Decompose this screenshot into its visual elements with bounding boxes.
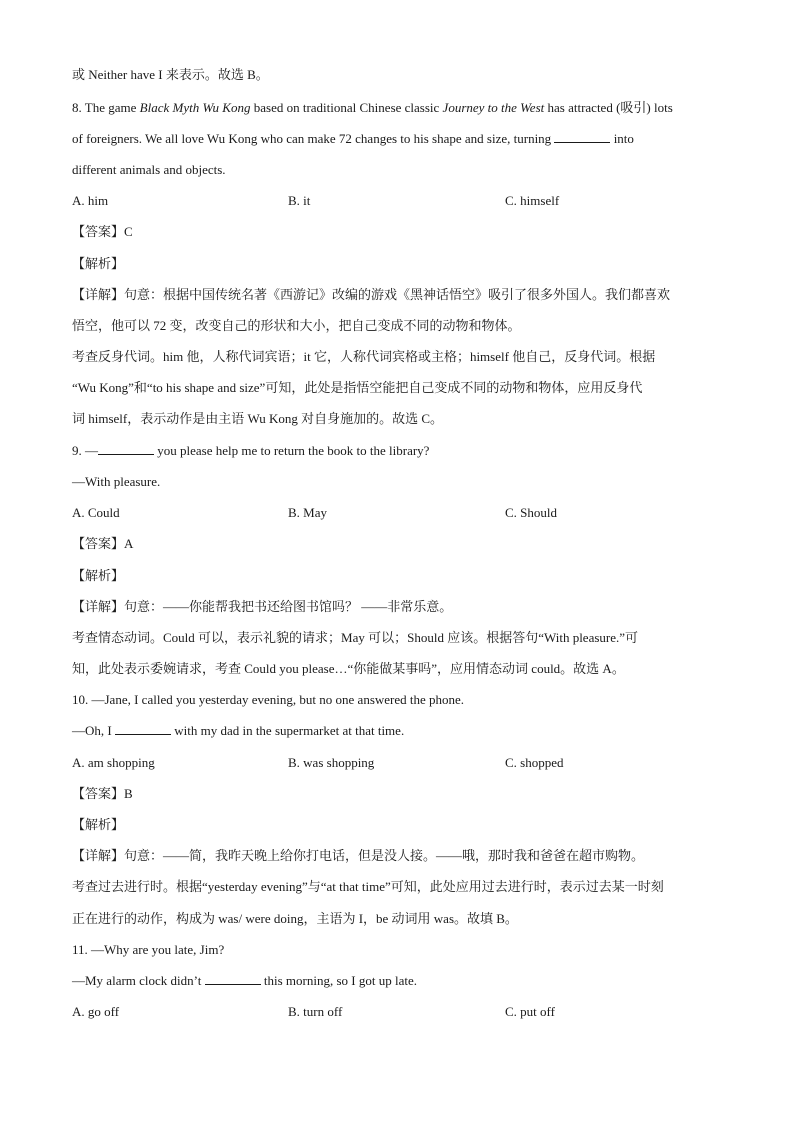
q11-option-b: B. turn off <box>288 1004 343 1019</box>
q8-detail-line4: “Wu Kong”和“to his shape and size”可知，此处是指悟空能把自己变成不同的动物和物体，应用反身代 <box>72 380 643 395</box>
q8-stem-line2: of foreigners. We all love Wu Kong who can make 72 changes to his shape and size, turning into <box>72 131 634 146</box>
q8-option-c: C. himself <box>505 193 560 208</box>
q8-detail-line2: 悟空，他可以 72 变，改变自己的形状和大小，把自己变成不同的动物和物体。 <box>72 318 521 333</box>
q9-option-b: B. May <box>288 505 327 520</box>
q11-option-c: C. put off <box>505 1004 555 1019</box>
q11-option-a: A. go off <box>72 1004 120 1019</box>
q9-stem-line1: 9. — you please help me to return the book to the library? <box>72 443 430 458</box>
q11-stem-line1: 11. —Why are you late, Jim? <box>72 942 225 957</box>
q10-detail-line3: 正在进行的动作，构成为 was/ were doing，主语为 I，be 动词用 was。故填 B。 <box>72 911 518 926</box>
answer-blank <box>205 972 261 985</box>
answer-blank <box>115 722 171 735</box>
game-title: Black Myth Wu Kong <box>139 100 251 115</box>
q11-stem-line2: —My alarm clock didn’t this morning, so I got up late. <box>72 973 417 988</box>
q9-detail-line3: 知，此处表示委婉请求，考查 Could you please…“你能做某事吗”，应用情态动词 could。故选 A。 <box>72 661 625 676</box>
q10-stem-line2: —Oh, I with my dad in the supermarket at that time. <box>72 723 405 738</box>
q8-detail-line1: 【详解】句意：根据中国传统名著《西游记》改编的游戏《黑神话悟空》吸引了很多外国人。我们都喜欢 <box>72 287 671 302</box>
q10-stem-line1: 10. —Jane, I called you yesterday evening, but no one answered the phone. <box>72 692 465 707</box>
q10-option-b: B. was shopping <box>288 755 375 770</box>
book-title: Journey to the West <box>442 100 545 115</box>
q8-stem-line1: 8. The game Black Myth Wu Kong based on traditional Chinese classic Journey to the West has attracted (吸引) lots <box>72 100 673 115</box>
q10-detail-line2: 考查过去进行时。根据“yesterday evening”与“at that time”可知，此处应用过去进行时，表示过去某一时刻 <box>72 879 664 894</box>
q10-option-a: A. am shopping <box>72 755 155 770</box>
q10-option-c: C. shopped <box>505 755 564 770</box>
q9-detail-line1: 【详解】句意：——你能帮我把书还给图书馆吗？ ——非常乐意。 <box>72 599 453 614</box>
q8-detail-line5: 词 himself，表示动作是由主语 Wu Kong 对自身施加的。故选 C。 <box>72 411 444 426</box>
q9-option-a: A. Could <box>72 505 120 520</box>
q10-answer: 【答案】B <box>72 786 133 801</box>
answer-blank <box>554 130 610 143</box>
q8-answer: 【答案】C <box>72 224 133 239</box>
q10-detail-line1: 【详解】句意：——简，我昨天晚上给你打电话，但是没人接。——哦，那时我和爸爸在超市购物。 <box>72 848 645 863</box>
q8-option-a: A. him <box>72 193 109 208</box>
q8-option-b: B. it <box>288 193 311 208</box>
q8-analysis-label: 【解析】 <box>72 256 125 271</box>
q9-option-c: C. Should <box>505 505 558 520</box>
answer-blank <box>98 442 154 455</box>
q8-stem-line3: different animals and objects. <box>72 162 226 177</box>
q9-stem-line2: —With pleasure. <box>72 474 161 489</box>
q9-analysis-label: 【解析】 <box>72 568 125 583</box>
q10-analysis-label: 【解析】 <box>72 817 125 832</box>
q9-detail-line2: 考查情态动词。Could 可以，表示礼貌的请求；May 可以；Should 应该。根据答句“With pleasure.”可 <box>72 630 639 645</box>
q8-detail-line3: 考查反身代词。him 他，人称代词宾语；it 它，人称代词宾格或主格；himself 他自己，反身代词。根据 <box>72 349 656 364</box>
q9-answer: 【答案】A <box>72 536 134 551</box>
continuation-text: 或 Neither have I 来表示。故选 B。 <box>72 67 269 82</box>
